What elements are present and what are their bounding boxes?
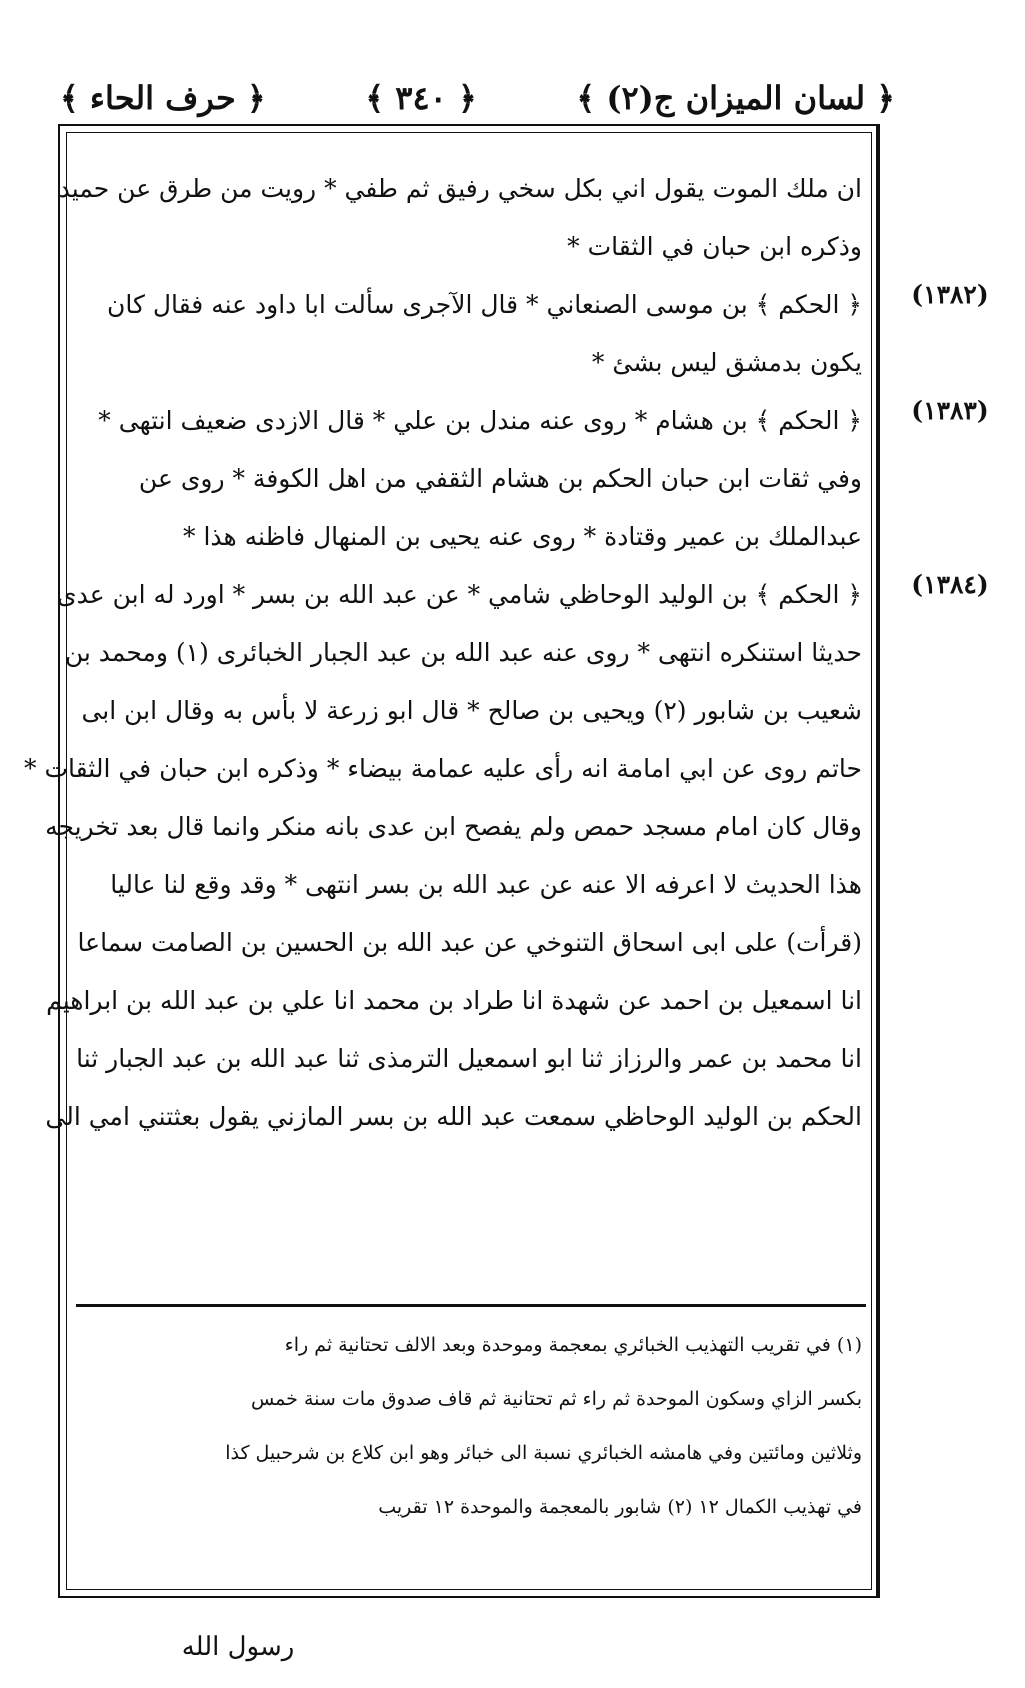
- catchword: رسول الله: [181, 1632, 295, 1662]
- entry-number-1382: (١٣٨٢): [911, 280, 989, 309]
- entry-number-1383: (١٣٨٣): [911, 396, 989, 425]
- margin-rule: [876, 124, 880, 1598]
- footnote-separator: [76, 1304, 866, 1307]
- text-line: الحكم بن الوليد الوحاظي سمعت عبد الله بن بسر المازني يقول بعثتني امي الى: [45, 1102, 862, 1131]
- text-line: حديثا استنكره انتهى * روى عنه عبد الله بن عبد الجبار الخبائرى (١) ومحمد بن: [64, 638, 862, 667]
- text-line: عبدالملك بن عمير وقتادة * روى عنه يحيى بن المنهال فاظنه هذا *: [183, 522, 862, 551]
- text-line: انا محمد بن عمر والرزاز ثنا ابو اسمعيل الترمذى ثنا عبد الله بن عبد الجبار ثنا: [76, 1044, 862, 1073]
- page-number: ﴿ ٣٤٠ ﴾: [365, 79, 477, 117]
- footnote-line: بكسر الزاي وسكون الموحدة ثم راء ثم تحتانية ثم قاف صدوق مات سنة خمس: [250, 1388, 862, 1410]
- running-header: [60, 68, 895, 128]
- footnote-line: وثلاثين ومائتين وفي هامشه الخبائري نسبة الى خبائر وهو ابن كلاع بن شرحبيل كذا: [225, 1442, 862, 1464]
- text-line: ﴿ الحكم ﴾ بن موسى الصنعاني * قال الآجرى سألت ابا داود عنه فقال كان: [107, 290, 862, 319]
- text-line: وذكره ابن حبان في الثقات *: [567, 232, 862, 261]
- text-line: هذا الحديث لا اعرفه الا عنه عن عبد الله بن بسر انتهى * وقد وقع لنا عاليا: [110, 870, 862, 899]
- text-line: (قرأت) على ابى اسحاق التنوخي عن عبد الله بن الحسين بن الصامت سماعا: [77, 928, 862, 957]
- text-line: شعيب بن شابور (٢) ويحيى بن صالح * قال ابو زرعة لا بأس به وقال ابن ابى: [81, 696, 862, 725]
- text-line: حاتم روى عن ابي امامة انه رأى عليه عمامة بيضاء * وذكره ابن حبان في الثقات *: [24, 754, 862, 783]
- text-line: ﴿ الحكم ﴾ بن الوليد الوحاظي شامي * عن عبد الله بن بسر * اورد له ابن عدى: [57, 580, 862, 609]
- entry-number-1384: (١٣٨٤): [911, 570, 989, 599]
- footnote-line: في تهذيب الكمال ١٢ (٢) شابور بالمعجمة والموحدة ١٢ تقريب: [378, 1496, 862, 1518]
- text-line: يكون بدمشق ليس بشئ *: [591, 348, 862, 377]
- section-title: ﴿ حرف الحاء ﴾: [60, 79, 266, 117]
- text-line: وفي ثقات ابن حبان الحكم بن هشام الثقفي من اهل الكوفة * روى عن: [138, 464, 862, 493]
- text-line: ﴿ الحكم ﴾ بن هشام * روى عنه مندل بن علي * قال الازدى ضعيف انتهى *: [98, 406, 862, 435]
- text-line: انا اسمعيل بن احمد عن شهدة انا طراد بن محمد انا علي بن عبد الله بن ابراهيم: [46, 986, 862, 1015]
- main-text: [24, 160, 862, 1146]
- footnote-line: (١) في تقريب التهذيب الخبائري بمعجمة وموحدة وبعد الالف تحتانية ثم راء: [284, 1334, 862, 1356]
- book-title: ﴿ لسان الميزان ج(٢) ﴾: [576, 79, 895, 117]
- text-line: ان ملك الموت يقول اني بكل سخي رفيق ثم طفي * رويت من طرق عن حميد: [58, 174, 862, 203]
- text-line: وقال كان امام مسجد حمص ولم يفصح ابن عدى بانه منكر وانما قال بعد تخريجه: [45, 812, 862, 841]
- footnotes: [82, 1318, 862, 1534]
